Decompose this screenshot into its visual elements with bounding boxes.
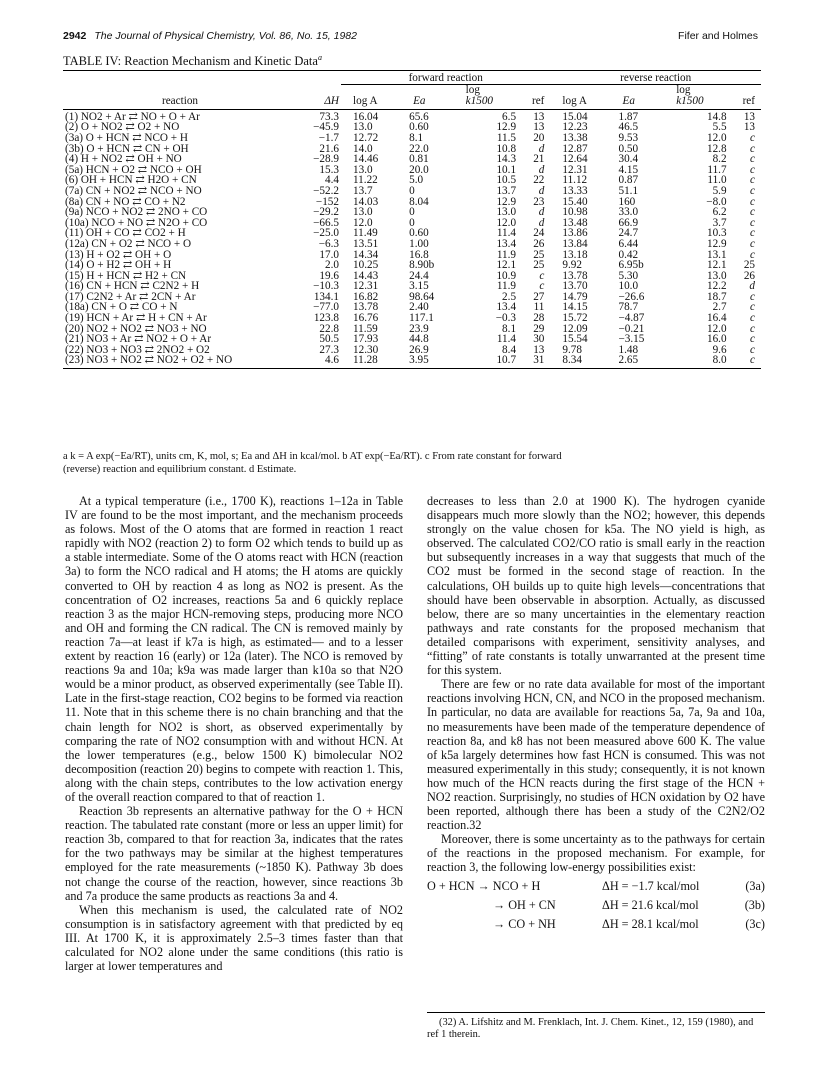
- table-cell-la: 13.7: [353, 184, 373, 197]
- table-cell-ref: 26: [533, 237, 545, 250]
- table-cell-ea: 0: [409, 216, 415, 229]
- table-cell-ea: 117.1: [409, 312, 434, 325]
- table-cell-ref2: c: [750, 248, 755, 261]
- journal-name: The Journal of Physical Chemistry, Vol. 86, No. 15, 1982: [94, 30, 357, 42]
- table-cell-ea2: 10.0: [618, 280, 639, 293]
- table-cell-ref: c: [539, 280, 545, 293]
- table-cell-lk2: 12.0: [706, 131, 727, 144]
- table-cell-lk2: 8.2: [712, 153, 727, 166]
- table-cell-la: 16.04: [353, 110, 379, 123]
- table-cell-dh: 4.4: [325, 174, 339, 187]
- table-cell-lk: 13.7: [496, 184, 517, 197]
- table-cell-la2: 13.33: [562, 184, 588, 197]
- table-cell-ea2: −26.6: [618, 290, 645, 303]
- table-cell-dh: −152: [315, 195, 339, 208]
- table-cell-la2: 13.78: [562, 269, 588, 282]
- table-cell-la2: 11.12: [562, 174, 588, 187]
- ref-header: ref: [518, 96, 550, 109]
- logk-header-top: log: [676, 83, 691, 96]
- equation-3c: → CO + NH ΔH = 28.1 kcal/mol (3c): [493, 916, 765, 931]
- left-column: [65, 494, 403, 973]
- table-cell-ea: 0: [409, 184, 415, 197]
- table-cell-ref: 11: [533, 301, 545, 314]
- table-cell-lk: 11.5: [496, 131, 517, 144]
- table-cell-ref2: c: [750, 290, 755, 303]
- table-cell-dh: −52.2: [313, 184, 339, 197]
- table-cell-ref: 25: [533, 248, 545, 261]
- table-title: TABLE IV: Reaction Mechanism and Kinetic Data$^a$: [63, 53, 322, 69]
- table-cell-lk2: 13.0: [706, 269, 727, 282]
- table-cell-ref2: 13: [743, 121, 755, 134]
- dh-header: ΔH: [297, 96, 341, 109]
- table-row: [63, 186, 761, 197]
- table-cell-la: 13.0: [353, 163, 373, 176]
- table-cell-dh: −28.9: [313, 153, 339, 166]
- table-cell-ea: 8.1: [409, 131, 424, 144]
- table-body: [63, 109, 761, 368]
- reverse-group-header: reverse reaction: [550, 71, 761, 85]
- table-cell-lk: 10.9: [496, 269, 517, 282]
- loga-header: log A: [550, 96, 612, 109]
- table-cell-lk: 11.9: [496, 280, 517, 293]
- table-cell-la2: 15.72: [562, 312, 588, 325]
- table-cell-ea: 24.4: [409, 269, 429, 282]
- table-cell-ref2: c: [750, 131, 755, 144]
- table-cell-ea: 20.0: [409, 163, 429, 176]
- table-cell-r: (8a) CN + NO ⇄ CO + N2: [65, 195, 186, 208]
- table-cell-ref2: 25: [743, 259, 755, 272]
- table-cell-la: 12.31: [353, 280, 379, 293]
- table-cell-ref2: c: [750, 227, 755, 240]
- table-cell-ref: d: [538, 206, 545, 219]
- table-cell-ea2: 6.95b: [618, 259, 644, 272]
- table-cell-ea2: −0.21: [618, 322, 645, 335]
- table-cell-dh: −29.2: [313, 206, 339, 219]
- table-cell-dh: 15.3: [319, 163, 339, 176]
- table-cell-ea: 26.9: [409, 343, 429, 356]
- table-cell-r: (10a) NCO + NO ⇄ N2O + CO: [65, 216, 208, 229]
- table-cell-lk: 12.9: [496, 121, 517, 134]
- table-cell-ea: 44.8: [409, 333, 429, 346]
- table-cell-ea: 0.60: [409, 227, 429, 240]
- table-cell-lk: 8.1: [502, 322, 517, 335]
- table-cell-la2: 10.98: [562, 206, 588, 219]
- forward-group-header: forward reaction: [341, 71, 550, 85]
- table-cell-lk2: 10.3: [706, 227, 727, 240]
- table-cell-ref: d: [538, 163, 545, 176]
- table-cell-la: 14.0: [353, 142, 373, 155]
- table-cell-ea2: −4.87: [618, 312, 645, 325]
- table-cell-dh: 21.6: [319, 142, 339, 155]
- table-cell-ea: 0.81: [409, 153, 429, 166]
- table-cell-r: (3b) O + HCN ⇄ CN + OH: [65, 142, 189, 155]
- table-cell-lk: 13.0: [496, 206, 517, 219]
- table-cell-r: (21) NO3 + Ar ⇄ NO2 + O + Ar: [65, 333, 212, 346]
- table-cell-r: (16) CN + HCN ⇄ C2N2 + H: [65, 280, 200, 293]
- table-cell-dh: −77.0: [313, 301, 339, 314]
- table-cell-lk2: 16.4: [706, 312, 727, 325]
- table-cell-ref2: c: [750, 163, 755, 176]
- table-cell-ref2: d: [749, 280, 755, 293]
- table-cell-lk2: 12.9: [706, 237, 727, 250]
- table-cell-ref2: c: [729, 355, 761, 368]
- table-cell-la: 13.51: [353, 237, 379, 250]
- table-cell-r: (11) OH + CO ⇄ CO2 + H: [65, 227, 186, 240]
- table-cell-ea: 8.04: [409, 195, 429, 208]
- reaction-header: reaction: [63, 96, 297, 109]
- table-cell-lk: −0.3: [495, 312, 517, 325]
- table-cell-ref2: c: [750, 312, 755, 325]
- table-cell-ref2: 13: [743, 110, 755, 123]
- table-cell-dh: 17.0: [319, 248, 339, 261]
- table-cell-dh: 19.6: [319, 269, 339, 282]
- table-cell-r: (22) NO3 + NO3 ⇄ 2NO2 + O2: [65, 343, 210, 356]
- table-cell-la: 14.03: [353, 195, 379, 208]
- table-cell-ea: 0: [409, 206, 415, 219]
- table-cell-la2: 9.78: [562, 343, 582, 356]
- table-cell-r: (1) NO2 + Ar ⇄ NO + O + Ar: [65, 110, 200, 123]
- table-cell-r: (12a) CN + O2 ⇄ NCO + O: [65, 237, 192, 250]
- table-cell-r: (17) C2N2 + Ar ⇄ 2CN + Ar: [65, 290, 196, 303]
- table-cell-la: 13.78: [353, 301, 379, 314]
- table-cell-dh: 50.5: [319, 333, 339, 346]
- table-cell-lk2: 6.2: [712, 206, 727, 219]
- table-cell-ref2: c: [750, 343, 755, 356]
- table-cell-ref: d: [538, 216, 545, 229]
- table-cell-r: (4) H + NO2 ⇄ OH + NO: [65, 153, 182, 166]
- table-cell-ea: 98.64: [409, 290, 435, 303]
- paragraph: Moreover, there is some uncertainty as to the pathways for certain of the reactions in the proposed mechanism. For example, for reaction 3, the following low-energy possibilities exist:: [427, 832, 765, 875]
- table-cell-ea2: 51.1: [618, 184, 639, 197]
- table-cell-la2: 8.34: [550, 355, 612, 368]
- table-cell-ea2: 30.4: [618, 153, 639, 166]
- table-cell-ea: 2.40: [409, 301, 429, 314]
- table-cell-la: 10.25: [353, 259, 379, 272]
- table-cell-lk2: 5.5: [712, 121, 727, 134]
- table-cell-la: 14.34: [353, 248, 379, 261]
- table-cell-ref: 31: [518, 355, 550, 368]
- table-cell-ea: 16.8: [409, 248, 429, 261]
- paragraph: When this mechanism is used, the calculated rate of NO2 consumption is in satisfactory agreement with that predicted by eq III. At 1700 K, it is approximately 2.5–3 times faster than that calculated for NO2 alone under the same conditions (this ratio is larger at lower temperatures and: [65, 902, 403, 974]
- table-cell-la2: 13.86: [562, 227, 588, 240]
- table-cell-ea: 3.95: [403, 355, 456, 368]
- paragraph: There are few or no rate data available for most of the important reactions involving HCN, CN, and NCO in the proposed mechanism. In particular, no data are available for reactions 5a, 7a, 9a and 10a, no measurements have been made of the temperature dependence of reaction 8a, and k8 has not been measured above 600 K. The value of k5a largely determines how fast HCN is consumed. This was not measured experimentally in this study; consequently, it is not known how much of the HCN reacts during the first stage of the HCN + NO2 reaction. Surprisingly, no studies of HCN oxidation by O2 have been reported, although there has been a study of the C2N2/O2 reaction.32: [427, 677, 765, 833]
- table-cell-la2: 13.48: [562, 216, 588, 229]
- table-cell-la: 16.82: [353, 290, 379, 303]
- table-cell-la: 16.76: [353, 312, 379, 325]
- table-cell-la: 11.49: [353, 227, 378, 240]
- table-cell-ea2: 0.87: [618, 174, 639, 187]
- table-cell-la2: 13.70: [562, 280, 588, 293]
- table-cell-r: (20) NO2 + NO2 ⇄ NO3 + NO: [65, 322, 207, 335]
- page-number: 2942: [63, 30, 87, 42]
- table-cell-ref: 30: [533, 333, 545, 346]
- table-cell-la: 14.46: [353, 153, 379, 166]
- table-cell-dh: −45.9: [313, 121, 339, 134]
- table-cell-ea2: −3.15: [618, 333, 645, 346]
- table-cell-la2: 14.79: [562, 290, 588, 303]
- table-cell-lk: 14.3: [496, 153, 517, 166]
- table-cell-ref2: c: [750, 142, 755, 155]
- table-cell-r: (9a) NCO + NO2 ⇄ 2NO + CO: [65, 206, 208, 219]
- table-cell-ref2: 26: [743, 269, 755, 282]
- table-cell-la: 11.28: [341, 355, 403, 368]
- table-cell-ref2: c: [750, 333, 755, 346]
- table-cell-lk2: 3.7: [712, 216, 727, 229]
- table-cell-lk2: 8.0: [666, 355, 728, 368]
- table-cell-la2: 14.15: [562, 301, 588, 314]
- table-cell-ea2: 9.53: [618, 131, 639, 144]
- table-cell-la: 12.0: [353, 216, 373, 229]
- reference-footnote: (32) A. Lifshitz and M. Frenklach, Int. J. Chem. Kinet., 12, 159 (1980), and ref 1 therein.: [427, 1012, 765, 1041]
- paragraph: Reaction 3b represents an alternative pathway for the O + HCN reaction. The tabulated rate constant (more or less an upper limit) for reaction 3b, compared to that for reaction 3a, indicates that the rates for the two pathways may be similar at the highest temperatures employed for the rate measurements (~1850 K). Pathway 3b does not change the course of the reaction, however, since reactions 3b and 7a produce the same products as reactions 3a and 4.: [65, 804, 403, 903]
- table-cell-la: 11.59: [353, 322, 378, 335]
- table-cell-lk: 10.1: [496, 163, 517, 176]
- table-cell-ref: 20: [533, 131, 545, 144]
- table-cell-lk: 13.4: [496, 237, 517, 250]
- table-cell-lk2: 12.0: [706, 322, 727, 335]
- table-cell-lk2: 13.1: [706, 248, 727, 261]
- journal-citation: [63, 30, 357, 42]
- table-cell-ref: 29: [533, 322, 545, 335]
- table-cell-ea2: 33.0: [618, 206, 639, 219]
- table-cell-ref: 23: [533, 195, 545, 208]
- table-cell-r: (5a) HCN + O2 ⇄ NCO + OH: [65, 163, 202, 176]
- table-cell-lk2: 2.7: [712, 301, 727, 314]
- table-cell-ref: 28: [533, 312, 545, 325]
- table-cell-ref2: c: [750, 301, 755, 314]
- table-cell-lk2: 12.1: [706, 259, 727, 272]
- table-cell-r: (7a) CN + NO2 ⇄ NCO + NO: [65, 184, 202, 197]
- table-cell-ea: 22.0: [409, 142, 429, 155]
- equation-3b: → OH + CN ΔH = 21.6 kcal/mol (3b): [493, 897, 765, 912]
- table-cell-lk2: 9.6: [712, 343, 727, 356]
- table-cell-r: (19) HCN + Ar ⇄ H + CN + Ar: [65, 312, 207, 325]
- table-cell-r: (6) OH + HCN ⇄ H2O + CN: [65, 174, 197, 187]
- table-cell-ref2: c: [750, 184, 755, 197]
- table-cell-ea2: 66.9: [618, 216, 639, 229]
- table-cell-ea2: 6.44: [618, 237, 639, 250]
- table-cell-lk: 10.7: [456, 355, 518, 368]
- table-cell-dh: 123.8: [313, 312, 339, 325]
- table-cell-la2: 12.87: [562, 142, 588, 155]
- table-cell-dh: 134.1: [313, 290, 339, 303]
- table-cell-ref2: c: [750, 237, 755, 250]
- table-cell-ea2: 160: [618, 195, 636, 208]
- table-cell-lk: 11.4: [496, 333, 517, 346]
- table-cell-ref2: c: [750, 322, 755, 335]
- table-cell-ea: 5.0: [409, 174, 424, 187]
- ea-header: Ea: [403, 96, 456, 109]
- logk-header: k1500: [456, 96, 518, 109]
- logk-header: k1500: [666, 96, 728, 109]
- table-cell-ea2: 0.50: [618, 142, 639, 155]
- table-cell-ea: 3.15: [409, 280, 429, 293]
- table-cell-r: (2) O + NO2 ⇄ O2 + NO: [65, 121, 180, 134]
- table-cell-la2: 12.64: [562, 153, 588, 166]
- running-head: [63, 30, 758, 46]
- table-row: [63, 239, 761, 250]
- loga-header: log A: [341, 96, 403, 109]
- table-cell-ref: 13: [533, 110, 545, 123]
- table-cell-ref: 21: [533, 153, 545, 166]
- table-cell-la2: 15.40: [562, 195, 588, 208]
- logk-header-top: log: [465, 83, 480, 96]
- table-cell-la: 14.43: [353, 269, 379, 282]
- table-cell-ea2: 2.65: [612, 355, 666, 368]
- table-cell-r: (15) H + HCN ⇄ H2 + CN: [65, 269, 187, 282]
- table-cell-ref: 13: [533, 121, 545, 134]
- table-cell-la2: 13.84: [562, 237, 588, 250]
- table-cell-ref2: c: [750, 206, 755, 219]
- table-cell-ea2: 1.87: [618, 110, 639, 123]
- table-cell-la2: 12.23: [562, 121, 588, 134]
- table-cell-ref: 22: [533, 174, 545, 187]
- table-cell-r: (14) O + H2 ⇄ OH + H: [65, 259, 172, 272]
- table-cell-la: 12.72: [353, 131, 379, 144]
- table-cell-lk2: −8.0: [706, 195, 727, 208]
- table-cell-dh: −1.7: [318, 131, 339, 144]
- table-row: [63, 133, 761, 144]
- table-cell-ref: d: [538, 184, 545, 197]
- table-cell-dh: 2.0: [325, 259, 339, 272]
- table-cell-ea: 65.6: [409, 110, 429, 123]
- equation-3a: O + HCN → NCO + H ΔH = −1.7 kcal/mol (3a): [427, 878, 765, 893]
- table-cell-la: 13.0: [353, 121, 373, 134]
- table-cell-la2: 15.54: [562, 333, 588, 346]
- table-cell-ea2: 78.7: [618, 301, 639, 314]
- ea-header: Ea: [612, 96, 666, 109]
- table-cell-ref2: c: [750, 153, 755, 166]
- table-cell-la2: 13.18: [562, 248, 588, 261]
- table-cell-dh: 4.6: [297, 355, 341, 368]
- table-cell-lk2: 5.9: [712, 184, 727, 197]
- table-cell-ea: 23.9: [409, 322, 429, 335]
- table-cell-ea2: 0.42: [618, 248, 639, 261]
- table-cell-dh: 22.8: [319, 322, 339, 335]
- table-cell-dh: −10.3: [313, 280, 339, 293]
- table-cell-ea: 8.90b: [409, 259, 435, 272]
- table-cell-lk: 11.4: [496, 227, 517, 240]
- table-cell-dh: −6.3: [318, 237, 339, 250]
- table-cell-lk: 10.5: [496, 174, 517, 187]
- table-cell-lk: 12.9: [496, 195, 517, 208]
- table-cell-ref: 27: [533, 290, 545, 303]
- table-cell-la: 17.93: [353, 333, 379, 346]
- table-cell-ref2: c: [750, 174, 755, 187]
- table-cell-lk: 6.5: [502, 110, 517, 123]
- table-cell-lk2: 16.0: [706, 333, 727, 346]
- table-cell-ref2: c: [750, 216, 755, 229]
- table-cell-ref: d: [538, 142, 545, 155]
- table-cell-lk: 12.1: [496, 259, 517, 272]
- table-cell-ref: c: [539, 269, 545, 282]
- table-cell-la2: 15.04: [562, 110, 588, 123]
- kinetic-data-table: [63, 70, 761, 369]
- table-cell-ref: 13: [533, 343, 545, 356]
- table-cell-lk2: 18.7: [706, 290, 727, 303]
- paragraph: decreases to less than 2.0 at 1900 K). The hydrogen cyanide disappears much more slowly than the NO2; however, this depends strongly on the value chosen for k5a. The NO yield is high, as observed. The calculated CO2/CO ratio is small early in the reaction but subsequently increases in a way that suggests that much of the CO2 must be formed in the second stage of reaction. In the calculations, OH builds up to quite high levels—concentrations that should have been observable in absorption. Actually, as discussed below, there are so many uncertainties in the elementary reaction pathways and rate constants for the proposed mechanism that detailed comparisons with experiment, sensitivity analyses, and “fitting” of rate constants is totally unwarranted at the present time for this system.: [427, 494, 765, 678]
- table-cell-dh: −66.5: [313, 216, 339, 229]
- table-cell-la: 13.0: [353, 206, 373, 219]
- table-cell-dh: 73.3: [319, 110, 339, 123]
- authors: Fifer and Holmes: [678, 30, 758, 42]
- table-cell-lk: 11.9: [496, 248, 517, 261]
- table-cell-lk2: 11.7: [707, 163, 727, 176]
- table-cell-r: (18a) CN + O ⇄ CO + N: [65, 301, 178, 314]
- table-cell-la2: 9.92: [562, 259, 582, 272]
- table-cell-ea2: 24.7: [618, 227, 639, 240]
- table-cell-ea2: 46.5: [618, 121, 639, 134]
- table-cell-ea2: 4.15: [618, 163, 639, 176]
- table-cell-lk: 2.5: [502, 290, 517, 303]
- table-cell-la2: 13.38: [562, 131, 588, 144]
- table-cell-la: 12.30: [353, 343, 379, 356]
- table-cell-ea2: 1.48: [618, 343, 639, 356]
- table-cell-ea: 1.00: [409, 237, 429, 250]
- table-cell-ea: 0.60: [409, 121, 429, 134]
- table-cell-lk: 12.0: [496, 216, 517, 229]
- table-cell-lk2: 12.8: [706, 142, 727, 155]
- table-cell-r: (13) H + O2 ⇄ OH + O: [65, 248, 172, 261]
- table-cell-lk2: 11.0: [707, 174, 727, 187]
- table-cell-la2: 12.31: [562, 163, 588, 176]
- table-cell-ref: 24: [533, 227, 545, 240]
- table-cell-lk: 13.4: [496, 301, 517, 314]
- table-footnote: a k = A exp(−Ea/RT), units cm, K, mol, s; Ea and ΔH in kcal/mol. b AT exp(−Ea/RT). c From rate constant for forward (reverse) reaction and equilibrium constant. d Estimate.: [63, 451, 562, 475]
- table-cell-lk: 8.4: [502, 343, 517, 356]
- ref-header: ref: [729, 96, 761, 109]
- table-cell-la: 11.22: [353, 174, 378, 187]
- table-cell-dh: 27.3: [319, 343, 339, 356]
- table-cell-ea2: 5.30: [618, 269, 639, 282]
- table-cell-dh: −25.0: [313, 227, 339, 240]
- table-cell-r: (23) NO3 + NO2 ⇄ NO2 + O2 + NO: [63, 355, 297, 368]
- right-column: [427, 494, 765, 936]
- paragraph: At a typical temperature (i.e., 1700 K), reactions 1–12a in Table IV are found to be the most important, and the mechanism proceeds as folows. Most of the O atoms that are formed in reaction 1 react rapidly with NO2 (reaction 2) to form O2 which tends to build up as a stable intermediate. Some of the O atoms react with HCN (reaction 3a) to form the NCO radical and H atoms; the H atoms are quickly converted to OH by reaction 4 as long as NO2 is present. As the concentration of O2 increases, reactions 5a and 6 quickly replace reaction 3 as the major HCN-removing steps, producing more NCO and OH and forming the CN radical. The CN is removed mainly by reaction 7a—at least if k7a is high, as estimated— and to a lesser extent by reaction 16 (early) or 12a (later). The NCO is removed by reactions 9a and 10a; k9a was made larger than k10a so that N2O would be a minor product, as observed experimentally (see Table II). Late in the first-stage reaction, CO2 begins to be formed via reaction 11. Note that in this scheme there is no chain branching and that the chain length for NO2 is short, as observed experimentally by comparing the rate of NO2 consumption with and without HCN. At the lower temperatures (e.g., below 1500 K) bimolecular NO2 decomposition (reaction 20) begins to compete with reaction 1. This, along with the chain steps, contributes to the low activation energy of the overall reaction compared to that of reaction 1.: [65, 494, 403, 804]
- table-cell-ref2: c: [750, 195, 755, 208]
- table-row: [63, 355, 761, 368]
- table-cell-lk: 10.8: [496, 142, 517, 155]
- table-cell-la2: 12.09: [562, 322, 588, 335]
- table-cell-lk2: 12.2: [706, 280, 727, 293]
- table-cell-ref: 25: [533, 259, 545, 272]
- table-cell-lk2: 14.8: [706, 110, 727, 123]
- table-cell-r: (3a) O + HCN ⇄ NCO + H: [65, 131, 188, 144]
